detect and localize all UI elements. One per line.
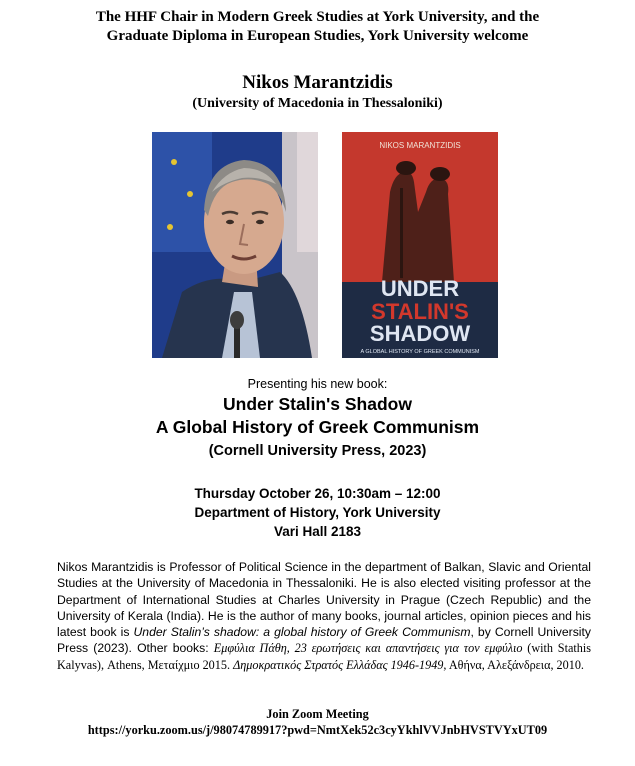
bio-text-4: , Αθήνα, Αλεξάνδρεια, 2010. <box>443 657 584 672</box>
cover-author: NIKOS MARANTZIDIS <box>379 141 461 150</box>
event-header <box>20 8 615 46</box>
book-publisher: (Cornell University Press, 2023) <box>208 443 427 459</box>
header-line-1: The HHF Chair in Modern Greek Studies at York University, and the <box>95 9 540 25</box>
zoom-link[interactable]: https://yorku.zoom.us/j/98074789917?pwd=NmtXek52c3cyYkhlVVJnbHVSTVYxUT09 <box>87 723 548 737</box>
bio-greek-book-1: Εμφύλια Πάθη, 23 ερωτήσεις και απαντήσεις για τον εμφύλιο <box>213 641 523 656</box>
zoom-section <box>0 706 635 738</box>
bio-greek-book-2: Δημοκρατικός Στρατός Ελλάδας 1946-1949 <box>233 657 444 672</box>
book-cover <box>342 132 498 358</box>
portrait-image <box>152 132 318 358</box>
cover-subtitle: A GLOBAL HISTORY OF GREEK COMMUNISM <box>360 349 480 355</box>
bio-text-1: Nikos Marantzidis is Professor of Political Science in the department of Balkan, Slavic and Oriental Studies at the University of Macedonia in Thessaloniki. He is also elected visiting professor at the Department of International Studies at Charles University in Prague (Czech Republic) and the University of Kerala (India). He is the author of many books, journal articles, opinion pieces and his latest book is <box>57 560 591 640</box>
zoom-label: Join Zoom Meeting <box>266 707 369 721</box>
speaker-name: Nikos Marantzidis <box>242 72 393 93</box>
bio-book-title: Under Stalin’s shadow: a global history of Greek Communism <box>133 625 471 640</box>
photos-row <box>0 132 635 360</box>
header-line-2: Graduate Diploma in European Studies, York University welcome <box>106 28 529 44</box>
speaker-affiliation: (University of Macedonia in Thessaloniki) <box>192 96 443 111</box>
book-cover-art <box>342 132 498 358</box>
cover-title-line-2: STALIN'S <box>371 299 469 324</box>
book-subtitle: A Global History of Greek Communism <box>155 417 480 437</box>
event-room: Vari Hall 2183 <box>273 524 362 539</box>
speaker-portrait-photo <box>152 132 318 358</box>
event-details <box>0 484 635 541</box>
cover-title-line-1: UNDER <box>380 276 460 301</box>
bio-text-2: , by Cornell University Press (2023). Other books: <box>57 625 591 656</box>
bio-text-3: (with Stathis Kalyvas), Athens, Μεταίχμιο 2015. <box>57 641 591 672</box>
book-title: Under Stalin's Shadow <box>223 394 412 414</box>
cover-title-line-3: SHADOW <box>369 321 471 346</box>
event-department: Department of History, York University <box>194 505 441 520</box>
presenting-line: Presenting his new book: <box>247 377 388 391</box>
speaker-bio <box>57 559 591 673</box>
event-datetime: Thursday October 26, 10:30am – 12:00 <box>194 486 441 501</box>
